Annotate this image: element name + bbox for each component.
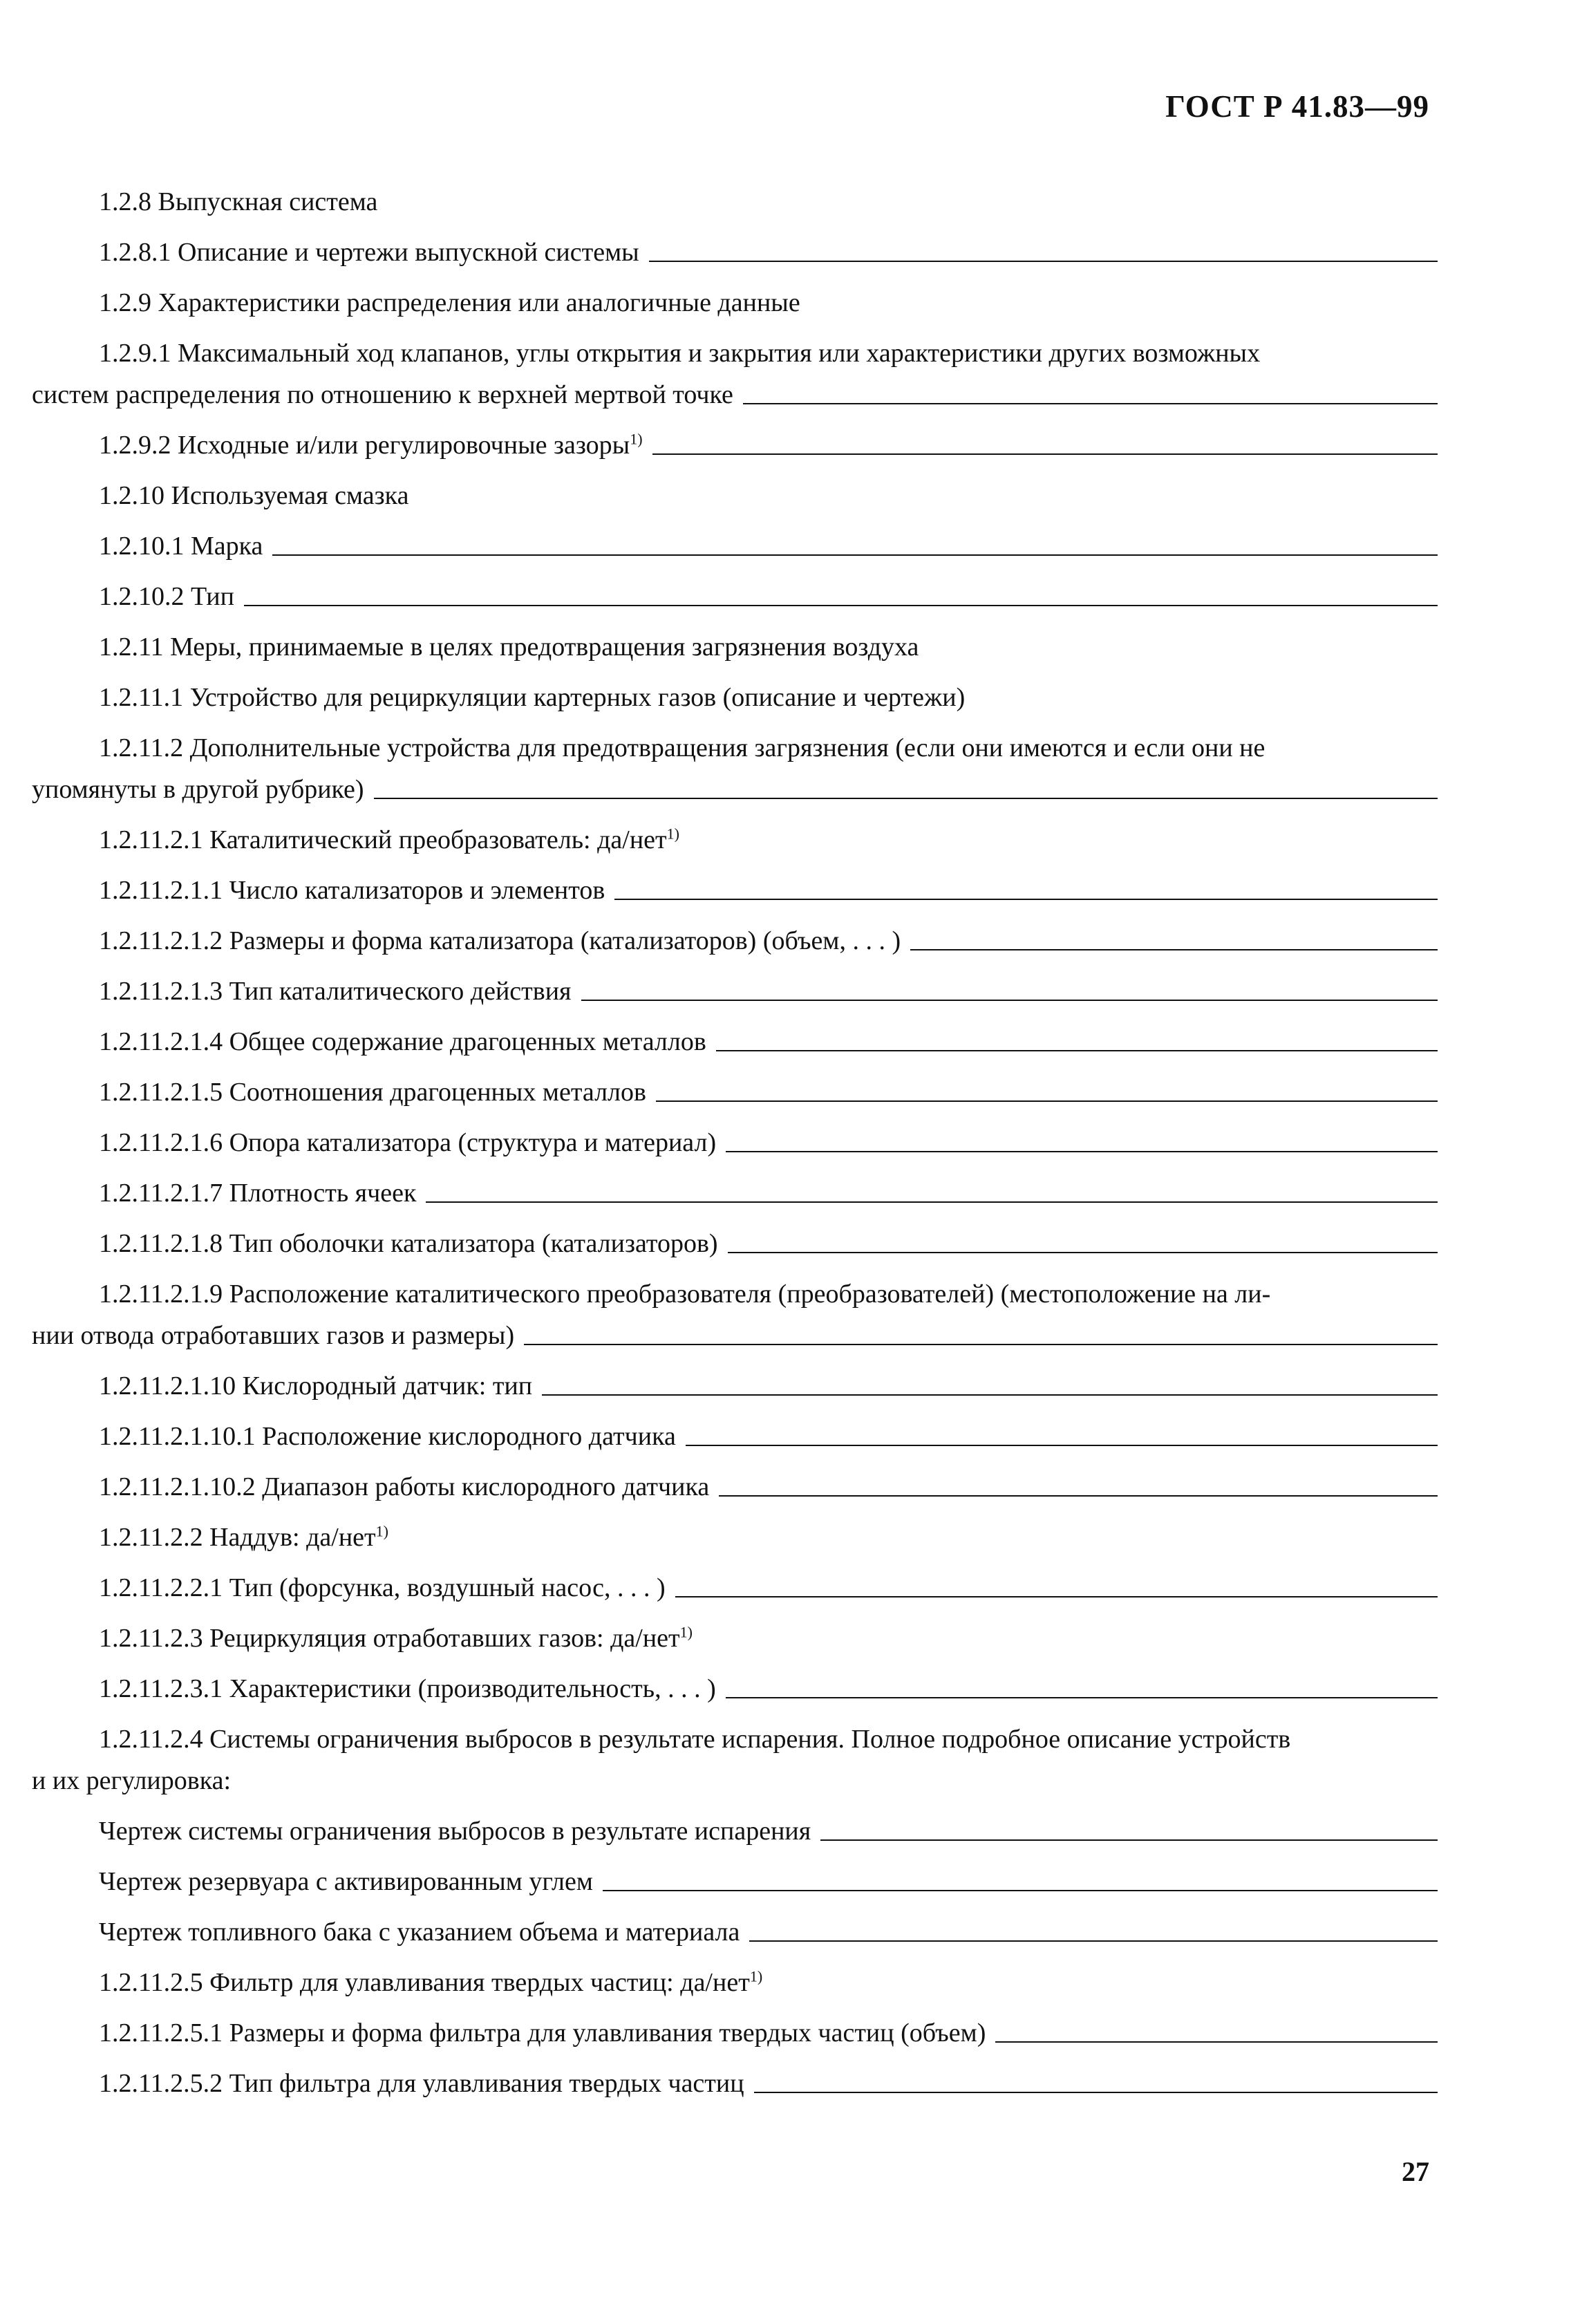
fill-line[interactable] [426,1201,1438,1203]
item-label: 1.2.11.2.1.7 Плотность ячеек [99,1179,417,1208]
item-label: 1.2.11.2 Дополнительные устройства для предотвращения загрязнения (если они имеются и если они не [99,733,1266,762]
item-1-2-11-2-1-10 [32,1365,1438,1407]
item-1-2-11-2-5-2 [32,2063,1438,2104]
item-label: 1.2.11.2.1 Каталитический преобразователь: да/нет [99,825,667,854]
item-1-2-10-1 [32,525,1438,567]
item-label: 1.2.11.2.5 Фильтр для улавливания твердых частиц: да/нет [99,1968,750,1997]
item-label: 1.2.11.2.2.1 Тип (форсунка, воздушный насос, . . . ) [99,1573,666,1602]
fill-line[interactable] [524,1343,1438,1345]
item-1-2-11-2-3-1 [32,1668,1438,1709]
item-label: 1.2.11 Меры, принимаемые в целях предотвращения загрязнения воздуха [99,632,919,662]
item-1-2-11-2-1-2 [32,920,1438,962]
item-label: 1.2.11.2.1.4 Общее содержание драгоценных металлов [99,1027,706,1056]
item-1-2-11-2-3 [32,1618,1438,1659]
item-1-2-8-1 [32,232,1438,273]
item-1-2-9-2 [32,424,1438,466]
item-1-2-11-2-2 [32,1517,1438,1558]
drawing-carbon-canister [32,1861,1438,1902]
item-label: 1.2.11.2.4 Системы ограничения выбросов в результате испарения. Полное подробное описание устройств [99,1725,1291,1754]
item-1-2-11-2 [32,727,1438,810]
item-label: 1.2.9.2 Исходные и/или регулировочные зазоры [99,431,630,460]
fill-line[interactable] [614,898,1438,900]
item-1-2-10-2 [32,576,1438,617]
item-label: Чертеж системы ограничения выбросов в результате испарения [99,1817,811,1846]
item-label: 1.2.10 Используемая смазка [99,481,409,510]
footnote-mark: 1) [749,1967,763,1985]
item-label: 1.2.8 Выпускная система [99,187,378,216]
fill-line[interactable] [652,453,1438,455]
fill-line[interactable] [749,1940,1438,1942]
item-1-2-11-2-1-1 [32,870,1438,911]
item-label-cont: нии отвода отработавших газов и размеры) [32,1321,515,1350]
fill-line[interactable] [728,1251,1438,1253]
fill-line[interactable] [272,554,1438,556]
item-1-2-11-2-1-3 [32,971,1438,1012]
fill-line[interactable] [374,797,1438,799]
item-1-2-11-2-1-10-2 [32,1466,1438,1508]
item-label: 1.2.11.2.1.10 Кислородный датчик: тип [99,1371,533,1400]
item-label: 1.2.11.2.1.3 Тип каталитического действия [99,977,572,1006]
item-1-2-9 [32,282,1438,324]
item-1-2-11-2-1-6 [32,1122,1438,1163]
item-label: 1.2.11.2.2 Наддув: да/нет [99,1523,376,1552]
document-header: ГОСТ Р 41.83—99 [1165,89,1429,124]
item-label: 1.2.11.2.1.6 Опора катализатора (структура и материал) [99,1128,717,1157]
fill-line[interactable] [743,402,1438,404]
footnote-mark: 1) [630,430,643,448]
item-label: 1.2.11.2.5.1 Размеры и форма фильтра для улавливания твердых частиц (объем) [99,2018,986,2047]
item-label: 1.2.11.2.1.9 Расположение каталитического преобразователя (преобразователей) (местоположение на ли- [99,1280,1271,1309]
fill-line[interactable] [716,1049,1438,1051]
item-label-cont: упомянуты в другой рубрике) [32,775,364,804]
item-1-2-11-2-1-7 [32,1172,1438,1214]
drawing-fuel-tank [32,1911,1438,1953]
item-label: 1.2.11.2.1.2 Размеры и форма катализатора (катализаторов) (объем, . . . ) [99,926,901,955]
item-label: 1.2.11.2.1.10.1 Расположение кислородного датчика [99,1422,676,1451]
fill-line[interactable] [726,1150,1438,1152]
item-label: 1.2.11.2.1.5 Соотношения драгоценных металлов [99,1078,646,1107]
item-1-2-11 [32,626,1438,668]
fill-line[interactable] [581,999,1438,1001]
item-label: Чертеж топливного бака с указанием объема и материала [99,1918,740,1947]
item-1-2-11-2-5 [32,1962,1438,2003]
item-label: 1.2.8.1 Описание и чертежи выпускной системы [99,238,639,267]
item-label-cont-wrap [32,1760,1438,1801]
item-label: 1.2.11.2.1.1 Число катализаторов и элементов [99,876,605,905]
item-label: 1.2.11.2.1.8 Тип оболочки катализатора (катализаторов) [99,1229,718,1258]
item-1-2-9-1 [32,332,1438,415]
item-label: 1.2.9 Характеристики распределения или аналогичные данные [99,288,800,317]
fill-line[interactable] [603,1889,1438,1891]
item-label: Чертеж резервуара с активированным углем [99,1867,593,1896]
item-1-2-11-2-4 [32,1718,1438,1801]
item-1-2-11-2-1-10-1 [32,1416,1438,1457]
form-content [32,181,1438,2113]
item-1-2-11-2-1-8 [32,1223,1438,1264]
fill-line[interactable] [244,604,1438,606]
item-1-2-11-2-1-5 [32,1071,1438,1113]
fill-line[interactable] [820,1839,1438,1841]
footnote-mark: 1) [375,1522,388,1540]
drawing-evap-system [32,1810,1438,1852]
item-1-2-11-2-5-1 [32,2012,1438,2054]
item-1-2-11-2-1 [32,819,1438,861]
item-label: 1.2.11.1 Устройство для рециркуляции картерных газов (описание и чертежи) [99,683,966,712]
item-label: 1.2.11.2.3.1 Характеристики (производительность, . . . ) [99,1674,716,1703]
item-label: 1.2.11.2.1.10.2 Диапазон работы кислородного датчика [99,1472,710,1501]
item-1-2-11-2-2-1 [32,1567,1438,1609]
fill-line[interactable] [719,1494,1438,1497]
page-number: 27 [1402,2156,1429,2187]
fill-line[interactable] [910,948,1438,950]
item-1-2-10 [32,475,1438,516]
fill-line[interactable] [542,1394,1438,1396]
fill-line[interactable] [995,2041,1438,2043]
item-label: 1.2.11.2.5.2 Тип фильтра для улавливания твердых частиц [99,2069,744,2098]
fill-line[interactable] [675,1595,1438,1597]
fill-line[interactable] [686,1444,1438,1446]
footnote-mark: 1) [666,825,679,843]
footnote-mark: 1) [679,1623,693,1641]
item-label: 1.2.10.2 Тип [99,582,234,611]
fill-line[interactable] [754,2091,1438,2093]
fill-line[interactable] [649,260,1438,262]
item-label: 1.2.9.1 Максимальный ход клапанов, углы открытия и закрытия или характеристики других возможных [99,339,1261,368]
fill-line[interactable] [656,1100,1438,1102]
item-label-cont: систем распределения по отношению к верхней мертвой точке [32,380,733,409]
item-label-cont: и их регулировка: [32,1766,232,1795]
item-1-2-8 [32,181,1438,223]
item-1-2-11-2-1-4 [32,1021,1438,1062]
fill-line[interactable] [726,1696,1438,1698]
item-label: 1.2.11.2.3 Рециркуляция отработавших газов: да/нет [99,1624,680,1653]
item-label: 1.2.10.1 Марка [99,532,263,561]
item-1-2-11-1 [32,677,1438,718]
item-1-2-11-2-1-9 [32,1273,1438,1356]
